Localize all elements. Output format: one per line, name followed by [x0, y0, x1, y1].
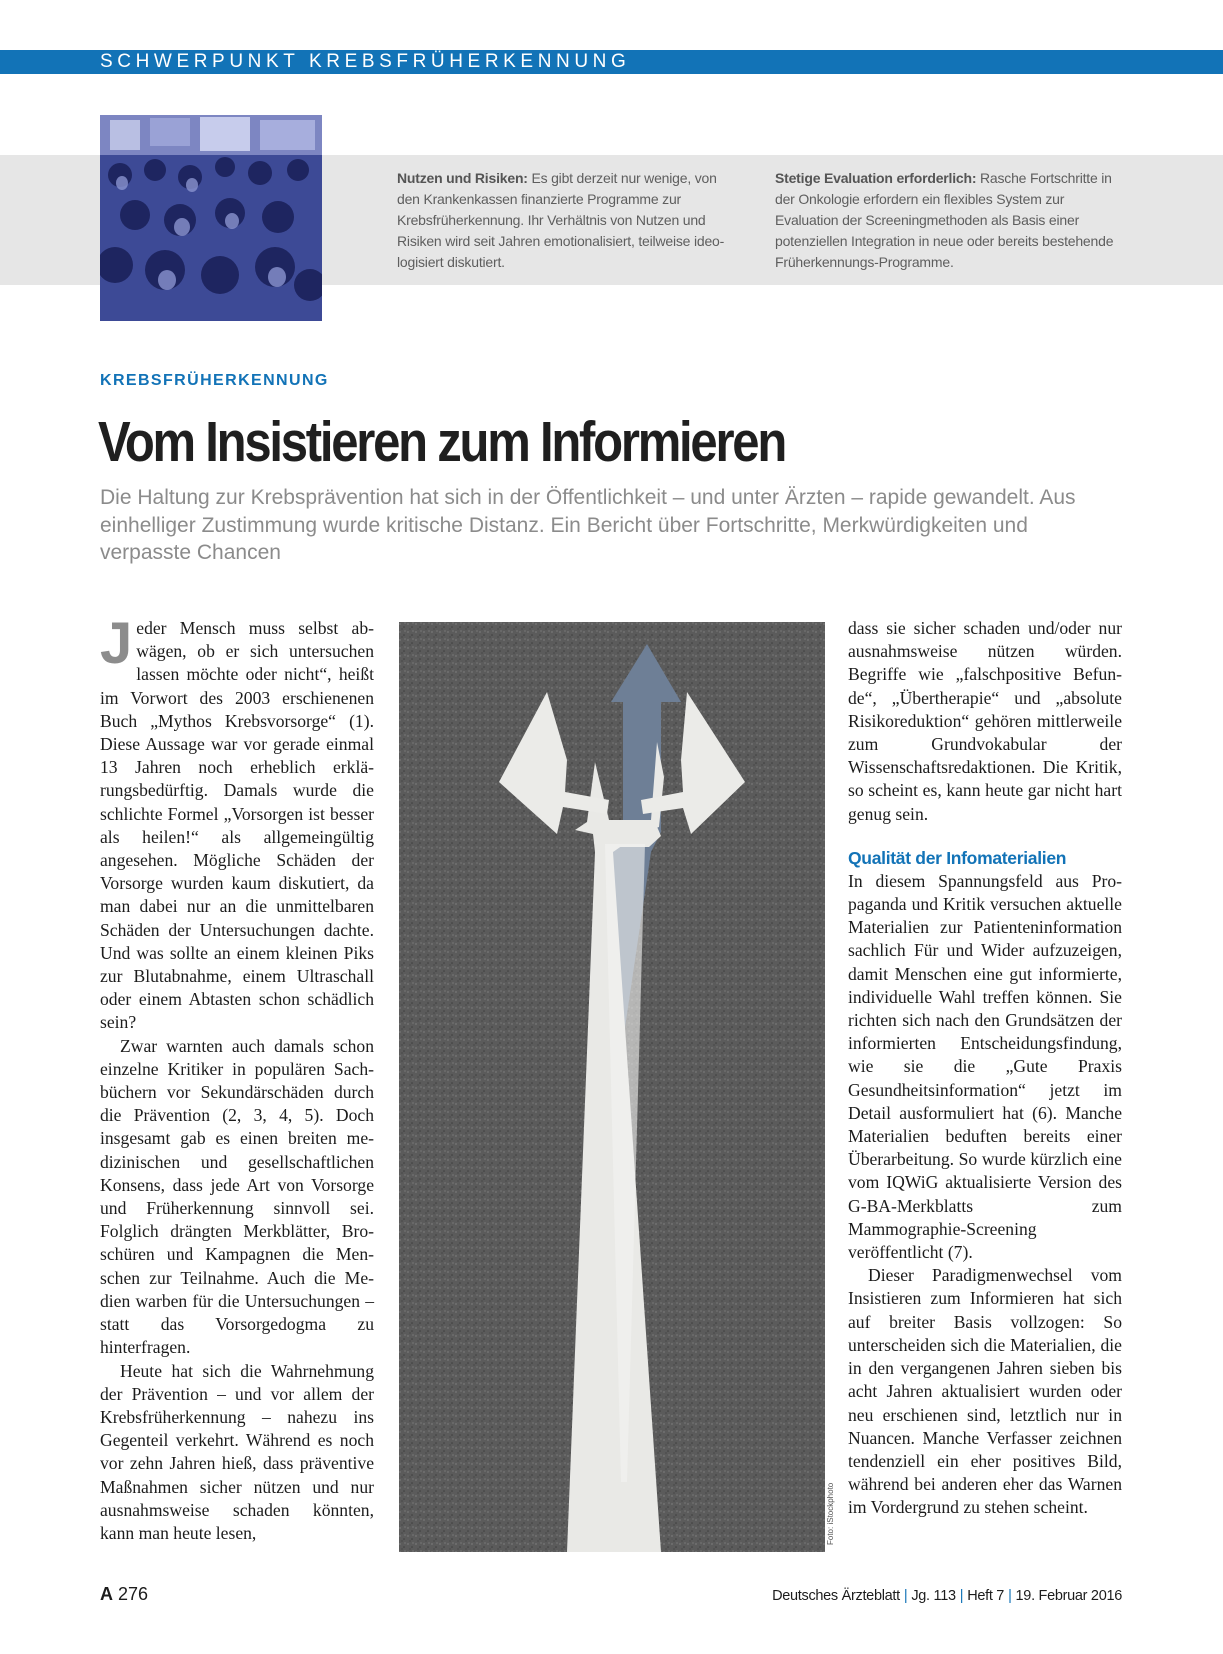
- teaser-text: Es gibt derzeit nur wenige, von den Krankenkassen finanzierte Programme zur Krebsfrüherkennung. Ihr Verhältnis von Nutzen und Risiken wird seit Jahren emotionalisiert, teilweise ideologisiert diskutiert.: [397, 170, 725, 270]
- separator: |: [959, 1588, 964, 1604]
- section-header-bar: [0, 50, 1223, 74]
- article-kicker: KREBSFRÜHERKENNUNG: [100, 372, 329, 389]
- publication-info: [772, 1588, 1122, 1604]
- article-subtitle: Die Haltung zur Krebsprävention hat sich in der Öffentlichkeit – und unter Ärzten – rapide gewandelt. Aus einhelliger Zustimmung wurde kritische Distanz. Ein Bericht über Fortschritte, Merkwürdigkeiten und verpasste Chancen: [100, 486, 1076, 564]
- crowd-thumbnail-image: [100, 115, 322, 321]
- separator: |: [903, 1588, 908, 1604]
- photo-credit: Foto: iStockphoto: [826, 1482, 835, 1545]
- paragraph: Dieser Paradigmenwechsel vom Insistieren zum Informieren hat sich auf breiter Basis vollzogen: So unterscheiden sich die Materialien, die in den vergangenen Jahren sieben bis acht Jahren aktualisiert wurden oder neu erschienen sind, letztlich nur in Nuancen. Manche Verfasser zeichnen tendenziell ein eher positives Bild, während bei anderen eher das Warnen im Vordergrund zu stehen scheint.: [848, 1265, 1122, 1518]
- paragraph: Zwar warnten auch damals schon einzelne Kritiker in populären Sachbüchern vor Sekundärschäden durch die Prävention (2, 3, 4, 5). Doch insgesamt gab es einen breiten medizinischen und gesellschaftlichen Konsens, dass jede Art von Vorsorge und Früherkennung sinnvoll sei. Folglich drängten Merkblätter, Broschüren und Kampagnen die Menschen zur Teilnahme. Auch die Medien warben für die Untersuchungen – statt das Vorsorgedogma zu hinterfragen.: [100, 1035, 374, 1358]
- article-column-right: [848, 617, 1122, 1520]
- issue-date: 19. Februar 2016: [1015, 1588, 1122, 1604]
- paragraph: dass sie sicher schaden und/oder nur ausnahmsweise nützen würden. Begriffe wie „falschpositive Befunde“, „Übertherapie“ und „absolute Risikoreduktion“ gehören mittlerweile zum Grundvokabular der Wissenschaftsredaktionen. Die Kritik, so scheint es, kann heute gar nicht hart genug sein.: [848, 618, 1122, 824]
- road-arrow-photo: [399, 622, 825, 1552]
- section-label: SCHWERPUNKT KREBSFRÜHERKENNUNG: [100, 51, 631, 72]
- teaser-text: Rasche Fortschritte in der Onkologie erfordern ein flexibles System zur Evaluation der Screeningmethoden als Basis einer potenziellen Integration in neue oder bereits bestehende Früherkennungs-Programme.: [775, 170, 1114, 270]
- article-title: Vom Insistieren zum Informieren: [98, 410, 786, 474]
- teaser-title: Nutzen und Risiken:: [397, 170, 528, 186]
- page-number: A 276: [100, 1584, 149, 1604]
- article-column-left: [100, 611, 374, 1545]
- issue: Heft 7: [967, 1588, 1005, 1604]
- teaser-title: Stetige Evaluation erforderlich:: [775, 170, 977, 186]
- paragraph: Heute hat sich die Wahrnehmung der Prävention – und vor allem der Krebsfrüherkennung – nahezu ins Gegenteil verkehrt. Während es noch vor zehn Jahren hieß, dass präventive Maßnahmen sicher nützen und nur ausnahmsweise schaden könnten, kann man heute lesen,: [100, 1360, 374, 1543]
- publication-name: Deutsches Ärzteblatt: [772, 1588, 900, 1604]
- paragraph: Jeder Mensch muss selbst abwägen, ob er sich untersuchen lassen möchte oder nicht“, heißt im Vorwort des 2003 erschienenen Buch „Mythos Krebsvorsorge“ (1). Diese Aussage war vor gerade einmal 13 Jahren noch erheblich erklärungsbedürftig. Damals wurde die schlichte Formel „Vorsorgen ist besser als heilen!“ als allgemeingültig angesehen. Mögliche Schäden der Vorsorge wurden kaum diskutiert, da man dabei nur an die unmittelbaren Schäden der Untersuchungen dachte. Und was sollte an einem kleinen Piks zur Blutabnahme, einem Ultraschall oder einem Abtasten schon schädlich sein?: [100, 611, 374, 1033]
- teaser-benefits-risks: [397, 168, 742, 273]
- teaser-evaluation: [775, 168, 1120, 273]
- paragraph: In diesem Spannungsfeld aus Propaganda und Kritik versuchen aktuelle Materialien zur Patienteninformation sachlich Für und Wider aufzuzeigen, damit Menschen eine gut informierte, individuelle Wahl treffen können. Sie richten sich nach den Grundsätzen der informierten Entscheidungsfindung, wie sie die „Gute Praxis Gesundheitsinformation“ jetzt im Detail ausformuliert hat (6). Manche Materialien beduften bereits einer Überarbeitung. So wurde kürzlich eine vom IQWiG aktualisierte Version des G-BA-Merkblatts zum Mammographie-Screening veröffentlicht (7).: [848, 870, 1122, 1263]
- dropcap: J: [100, 611, 133, 676]
- separator: |: [1008, 1588, 1012, 1604]
- volume: Jg. 113: [911, 1588, 956, 1604]
- section-heading: Qualität der Infomaterialien: [848, 847, 1067, 868]
